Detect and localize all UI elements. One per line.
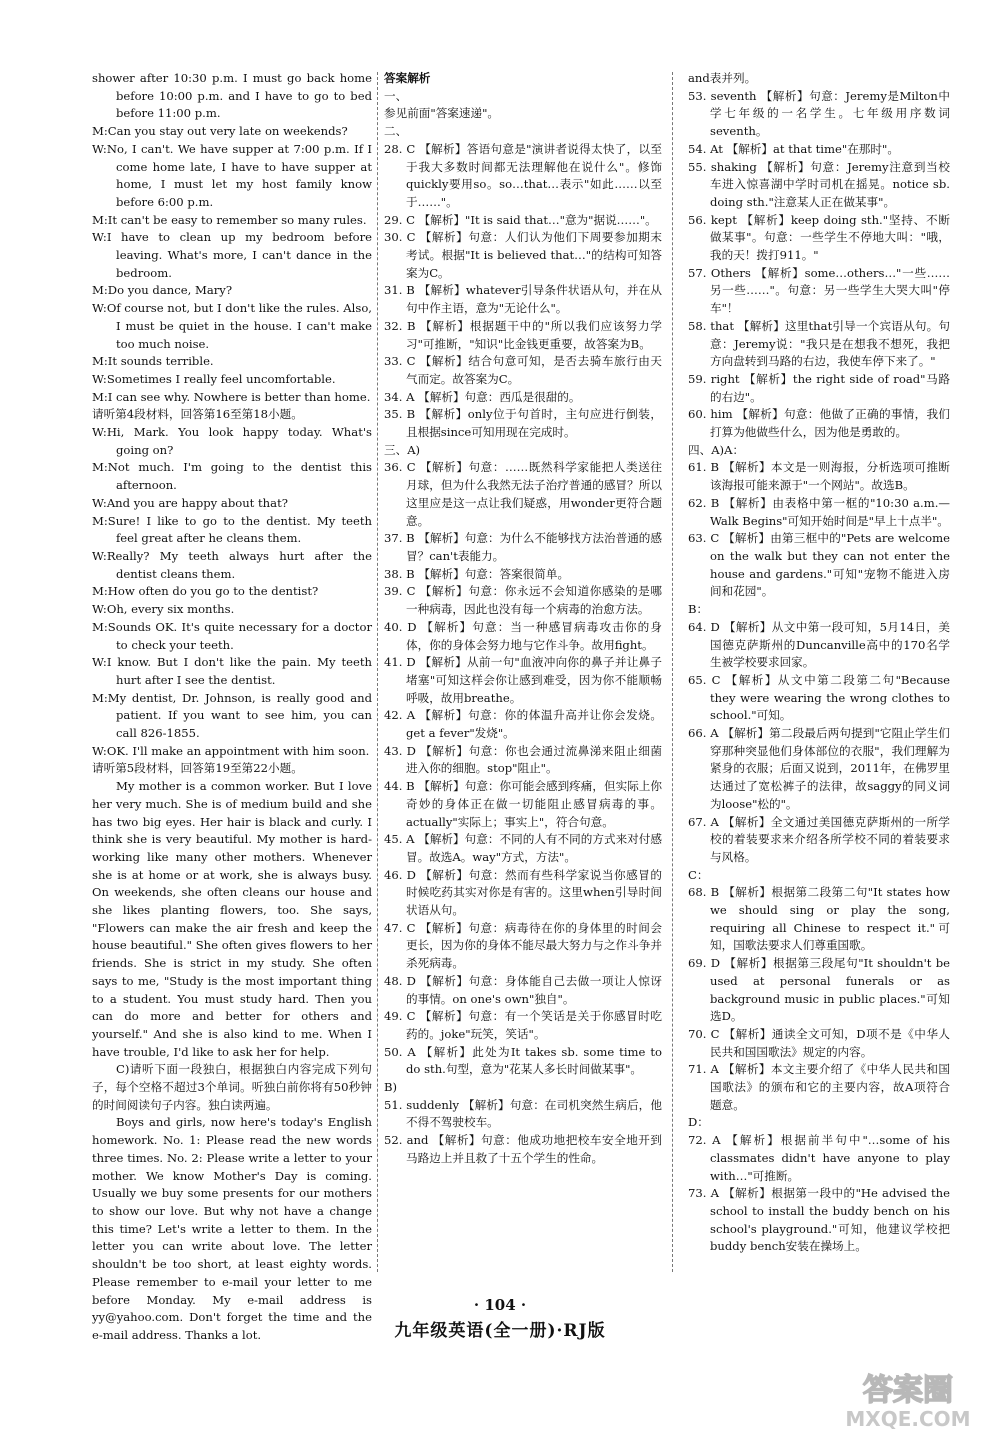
- col1-text-block: M:Can you stay out very late on weekends?: [92, 124, 348, 139]
- watermark-url: MXQE.COM: [845, 1407, 971, 1431]
- col3-text-block: 53. seventh 【解析】句意：Jeremy是Milton中学七年级的一名学生。七年级用序数词seventh。: [688, 88, 950, 139]
- col3-text-block: 54. At 【解析】at that time"在那时"。: [688, 141, 899, 156]
- col1-text-block: M:Sounds OK. It's quite necessary for a doctor to check your teeth.: [92, 619, 376, 652]
- col2-text-block: 35. B 【解析】only位于句首时，主句应进行倒装，且根据since可知用现在完成时。: [384, 407, 662, 440]
- column-divider: [377, 72, 378, 1272]
- col3-text-block: D：: [688, 1115, 709, 1130]
- col2-text-block: B): [384, 1080, 398, 1095]
- col3-text-block: 56. kept 【解析】keep doing sth."坚持、不断做某事"。句意：一些学生不停地大叫："哦，我的天！拨打911。": [688, 212, 950, 263]
- col1-text-block: M:Not much. I'm going to the dentist this afternoon.: [92, 460, 376, 493]
- col2-text-block: 42. A 【解析】句意：你的体温升高并让你会发烧。get a fever"发烧"。: [384, 708, 662, 741]
- col2-text-block: 28. C 【解析】答语句意是"演讲者说得太快了，以至于我大多数时间都无法理解他在说什么"。修饰quickly要用so。so…that…表示"如此……以至于……"。: [384, 141, 662, 209]
- col3-text-block: 63. C 【解析】由第三框中的"Pets are welcome on the walk but they can not enter the house and gardens."可知"宠物不能进入房间和花园"。: [688, 531, 954, 599]
- watermark-logo-text: 答案圈: [863, 1373, 953, 1408]
- page-number: · 104 ·: [473, 1296, 527, 1314]
- col2-text-block: 52. and 【解析】句意：他成功地把校车安全地开到马路边上并且救了十五个学生的性命。: [384, 1133, 662, 1165]
- col1-text-block: W:Of course not, but I don't like the rules. Also, I must be quiet in the house. I can't make too much noise.: [92, 301, 376, 351]
- col3-text-block: 65. C 【解析】从文中第二段第二句"Because they were wearing the wrong clothes to school."可知。: [688, 672, 954, 723]
- col2-text-block: 47. C 【解析】句意：病毒待在你的身体里的时间会更长，因为你的身体不能尽最大努力与之作斗争并杀死病毒。: [384, 920, 662, 971]
- book-title: 九年级英语(全一册)·RJ版: [394, 1321, 606, 1341]
- col3-text-block: and表并列。: [688, 71, 757, 85]
- answer-analysis-column-left: [384, 70, 666, 1168]
- col2-text-block: 44. B 【解析】句意：你可能会感到疼痛，但实际上你奇妙的身体正在做一切能阻止感冒病毒的事。actually"实际上；事实上"，符合句意。: [384, 779, 662, 829]
- col3-text-block: B：: [688, 602, 709, 617]
- col2-text-block: 38. B 【解析】句意：答案很简单。: [384, 566, 570, 581]
- col2-text-block: 36. C 【解析】句意：……既然科学家能把人类送往月球，但为什么我然无法子治疗普通的感冒？所以这里应是这一点让我们疑惑，用wonder更符合题意。: [384, 460, 662, 528]
- col2-text-block: 49. C 【解析】句意：有一个笑话是关于你感冒时吃药的。joke"玩笑，笑话"。: [384, 1009, 662, 1041]
- col2-text-block: 50. A 【解析】此处为It takes sb. some time to do sth.句型，意为"花某人多长时间做某事"。: [384, 1044, 666, 1077]
- col3-text-block: 55. shaking 【解析】句意：Jeremy注意到当校车进入惊喜湖中学时司机在摇晃。notice sb. doing sth."注意某人正在做某事"。: [688, 159, 954, 209]
- col2-text-block: 31. B 【解析】whatever引导条件状语从句，并在从句中作主语，意为"无论什么"。: [384, 283, 662, 316]
- col2-text-block: 34. A 【解析】句意：西瓜是很甜的。: [384, 389, 581, 404]
- col1-text-block: W:Sometimes I really feel uncomfortable.: [92, 371, 336, 386]
- col1-text-block: shower after 10:30 p.m. I must go back home before 10:00 p.m. and I have to go to bed before 11:00 p.m.: [92, 71, 376, 121]
- col1-text-block: W:I have to clean up my bedroom before leaving. What's more, I can't dance in the bedroom.: [92, 230, 376, 280]
- col3-text-block: 68. B 【解析】根据第二段第二句"It states how we should sing or play the song, requiring all Chinese to respect it."可知，国歌法要求人们尊重国歌。: [688, 885, 954, 953]
- col3-text-block: 69. D 【解析】根据第三段尾句"It shouldn't be used at personal funerals or as background music in public places."可知选D。: [688, 956, 954, 1024]
- col3-text-block: 72. A 【解析】根据前半句中"…some of his classmates didn't have anyone to play with…"可推断。: [688, 1133, 954, 1183]
- col2-text-block: 39. C 【解析】句意：你永远不会知道你感染的是哪一种病毒，因此也没有每一个病毒的治愈方法。: [384, 584, 662, 617]
- col3-text-block: 59. right 【解析】the right side of road"马路的右边"。: [688, 371, 950, 404]
- col1-text-block: M:It sounds terrible.: [92, 354, 214, 369]
- col2-text-block: 46. D 【解析】句意：然而有些科学家说当你感冒的时候吃药其实对你是有害的。这里when引导时间状语从句。: [384, 867, 662, 918]
- col3-text-block: 四、A)A：: [688, 442, 745, 457]
- answer-analysis-column-right: [688, 70, 954, 1256]
- column-divider: [672, 72, 673, 1272]
- col3-text-block: 61. B 【解析】本文是一则海报，分析选项可推断该海报可能来源于"一个网站"。故选B。: [688, 460, 950, 493]
- col1-text-block: M:Sure! I like to go to the dentist. My teeth feel great after he cleans them.: [92, 513, 376, 546]
- col2-text-block: 答案解析: [384, 71, 431, 85]
- col3-text-block: 64. D 【解析】从文中第一段可知，5月14日，美国德克萨斯州的Duncanville高中的170名学生被学校要求回家。: [688, 619, 950, 670]
- col1-text-block: M:I can see why. Nowhere is better than home.: [92, 389, 371, 404]
- col2-text-block: 参见前面"答案速递"。: [384, 106, 500, 121]
- col1-text-block: C)请听下面一段独白，根据独白内容完成下列句子，每个空格不超过3个单词。听独白前你将有50秒钟的时间阅读句子内容。独白读两遍。: [92, 1062, 372, 1112]
- col2-text-block: 30. C 【解析】句意：人们认为他们下周要参加期末考试。根据"It is believed that…"的结构可知答案为C。: [384, 230, 662, 280]
- col3-text-block: 73. A 【解析】根据第一段中的"He advised the school to install the buddy bench on his school's playground."可知，他建议学校把buddy bench安装在操场上。: [688, 1186, 954, 1254]
- col3-text-block: 58. that 【解析】这里that引导一个宾语从句。句意：Jeremy说："我只是在想我不想死，我把方向盘转到马路的右边，我使车停下来了。": [688, 318, 950, 369]
- col1-text-block: M:Do you dance, Mary?: [92, 283, 233, 298]
- col2-text-block: 51. suddenly 【解析】句意：在司机突然生病后，他不得不驾驶校车。: [384, 1097, 662, 1130]
- col1-text-block: M:How often do you go to the dentist?: [92, 584, 319, 599]
- col3-text-block: 71. A 【解析】本文主要介绍了《中华人民共和国国歌法》的颁布和它的主要内容，故A项符合题意。: [688, 1062, 950, 1112]
- col1-text-block: W:OK. I'll make an appointment with him soon.: [92, 743, 370, 758]
- col3-text-block: 70. C 【解析】通读全文可知，D项不是《中华人民共和国国歌法》规定的内容。: [688, 1026, 950, 1059]
- col1-text-block: W:Hi, Mark. You look happy today. What's going on?: [92, 425, 376, 457]
- col2-text-block: 29. C 【解析】"It is said that…"意为"据说……"。: [384, 212, 657, 227]
- col2-text-block: 二、: [384, 124, 408, 139]
- col1-text-block: W:And you are happy about that?: [92, 495, 288, 510]
- col2-text-block: 37. B 【解析】句意：为什么不能够找方法治普通的感冒？can't表能力。: [384, 531, 662, 563]
- col3-text-block: 67. A 【解析】全文通过美国德克萨斯州的一所学校的着装要求来介绍各所学校不同的着装要求与风格。: [688, 814, 950, 864]
- col2-text-block: 32. B 【解析】根据题干中的"所以我们应该努力学习"可推断，"知识"比金钱更重要，故答案为B。: [384, 318, 662, 351]
- col2-text-block: 一、: [384, 88, 408, 103]
- col3-text-block: 60. him 【解析】句意：他做了正确的事情，我们打算为他做些什么，因为他是勇敢的。: [688, 407, 950, 440]
- listening-script-column: [92, 70, 376, 1345]
- col2-text-block: 43. D 【解析】句意：你也会通过流鼻涕来阻止细菌进入你的细胞。stop"阻止"。: [384, 743, 662, 776]
- col2-text-block: 33. C 【解析】结合句意可知，是否去骑车旅行由天气而定。故答案为C。: [384, 354, 662, 386]
- col1-text-block: M:It can't be easy to remember so many rules.: [92, 212, 367, 227]
- col2-text-block: 45. A 【解析】句意：不同的人有不同的方式来对付感冒。故选A。way"方式，方法"。: [384, 832, 662, 864]
- col2-text-block: 40. D 【解析】句意：当一种感冒病毒攻击你的身体，你的身体会努力地与它作斗争。故用fight。: [384, 619, 662, 652]
- col1-text-block: W:Oh, every six months.: [92, 602, 235, 617]
- col1-text-block: Boys and girls, now here's today's English homework. No. 1: Please read the new words three times. No. 2: Please write a letter to your mother. We know Mother's Day is coming. Usually we buy some presents for our mothers to show our love. But why not have a change this time? Let's write a letter to them. In the letter you can write about love. The letter shouldn't be too short, at least eighty words. Please remember to e-mail your letter to me before Monday. My e-mail address is yy@yahoo.com. Don't forget the time and the e-mail address. Thanks a lot.: [92, 1115, 376, 1342]
- col1-text-block: W:Really? My teeth always hurt after the dentist cleans them.: [92, 548, 376, 581]
- col1-text-block: 请听第5段材料，回答第19至第22小题。: [92, 761, 303, 776]
- watermark-logo: [822, 1366, 994, 1432]
- col1-text-block: M:My dentist, Dr. Johnson, is really good and patient. If you want to see him, you can call 826-1855.: [92, 690, 376, 741]
- col3-text-block: 62. B 【解析】由表格中第一框的"10:30 a.m.—Walk Begins"可知开始时间是"早上十点半"。: [688, 495, 950, 528]
- col2-text-block: 41. D 【解析】从前一句"血液冲向你的鼻子并让鼻子堵塞"可知这样会你让感到难受，因为你不能顺畅呼吸，故用breathe。: [384, 655, 662, 705]
- col3-text-block: C：: [688, 867, 709, 882]
- col1-text-block: W:No, I can't. We have supper at 7:00 p.m. If I come home late, I have to have supper at home, I must let my host family know before 6:00 p.m.: [92, 141, 376, 209]
- col1-text-block: 请听第4段材料，回答第16至第18小题。: [92, 407, 303, 422]
- col3-text-block: 66. A 【解析】第二段最后两句提到"它阻止学生们穿那种突显他们身体部位的衣服"，我们理解为紧身的衣服；后面又说到，2011年，在佛罗里达通过了宽松裤子的法律，故saggy的同义词为loose"松的"。: [688, 726, 950, 811]
- col1-text-block: W:I know. But I don't like the pain. My teeth hurt after I see the dentist.: [92, 655, 376, 687]
- col1-text-block: My mother is a common worker. But I love her very much. She is of medium build and she has two big eyes. Her hair is black and curly. I think she is very beautiful. My mother is hard-working like many other mothers. Whenever she is at home or at work, she is always busy. On weekends, she often cleans our house and she likes planting flowers, too. She says, "Flowers can make the air fresh and keep the house beautiful." She often gives flowers to her friends. She is strict in my study. She often says to me, "Study is the most important thing to a student. You must study hard. Then you can do more and better for others and yourself." And she is also kind to me. When I have trouble, I'd like to ask her for help.: [92, 779, 376, 1059]
- col2-text-block: 48. D 【解析】句意：身体能自己去做一项让人惊讶的事情。on one's own"独自"。: [384, 973, 662, 1006]
- col2-text-block: 三、A): [384, 442, 421, 457]
- col3-text-block: 57. Others 【解析】some…others…"一些……另一些……"。句意：另一些学生大哭大叫"停车"！: [688, 265, 950, 316]
